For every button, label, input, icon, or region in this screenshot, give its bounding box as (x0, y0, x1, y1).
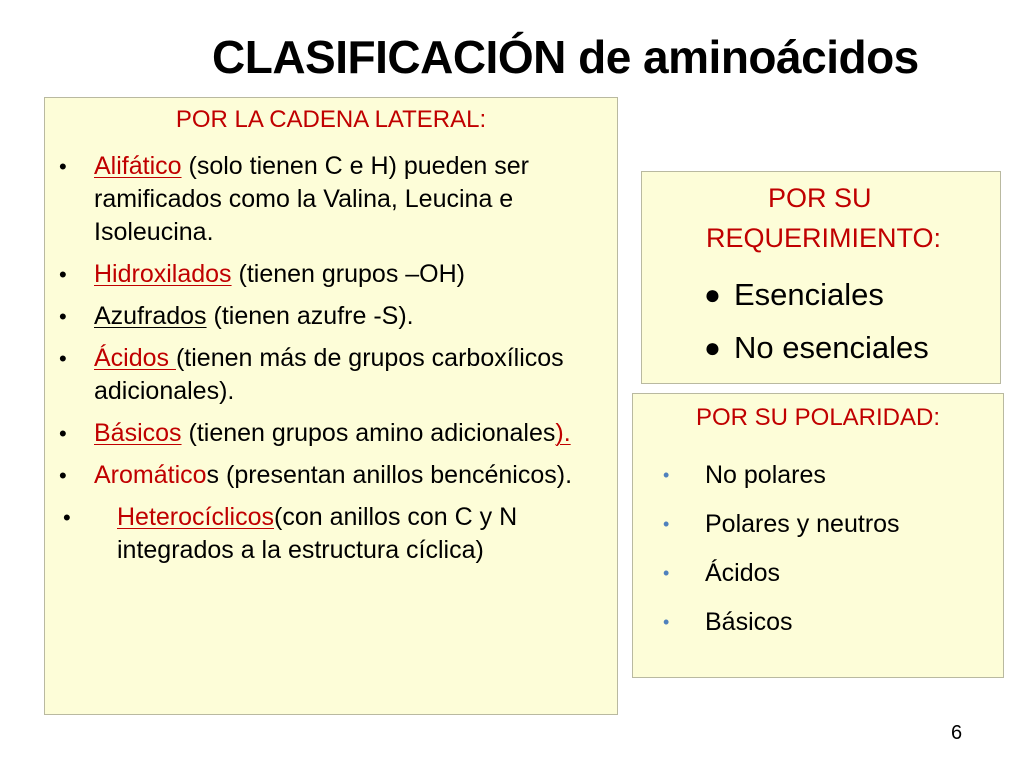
polarity-box (632, 393, 1004, 678)
item-text: No polares (705, 461, 826, 489)
item-term: Ácidos (94, 344, 176, 372)
bullet-icon: • (59, 154, 67, 179)
side-chain-box (44, 97, 618, 715)
item-term: Básicos (94, 419, 182, 447)
bullet-icon: • (59, 463, 67, 488)
list-item (663, 451, 900, 500)
polarity-heading: POR SU POLARIDAD: (695, 404, 941, 431)
slide-title: CLASIFICACIÓN de aminoácidos (212, 31, 919, 83)
item-text: (tienen más de grupos carboxílicos adicionales). (94, 344, 564, 405)
page-number: 6 (951, 722, 963, 744)
bullet-icon: • (59, 421, 67, 446)
requirement-list (702, 268, 929, 374)
polarity-list (663, 451, 900, 647)
requirement-heading-line2: REQUERIMIENTO: (706, 223, 942, 253)
item-text: Polares y neutros (705, 510, 900, 538)
list-item (702, 268, 929, 321)
bullet-icon: • (59, 262, 67, 287)
requirement-heading-line1: POR SU (768, 183, 872, 213)
list-item (45, 459, 617, 492)
bullet-icon: • (663, 465, 670, 485)
list-item (45, 501, 617, 567)
item-term: Heterocíclicos (117, 503, 274, 531)
list-item (45, 258, 617, 291)
item-text: s (presentan anillos bencénicos). (206, 461, 573, 489)
list-item (45, 300, 617, 333)
bullet-icon: • (663, 612, 670, 632)
list-item (663, 500, 900, 549)
bullet-icon: • (59, 304, 67, 329)
bullet-icon: • (63, 505, 71, 530)
list-item (663, 549, 900, 598)
requirement-box (641, 171, 1001, 384)
list-item (702, 321, 929, 374)
list-item (45, 342, 617, 408)
item-text: No esenciales (734, 330, 929, 365)
side-chain-list (45, 150, 617, 576)
item-text: (tienen grupos amino adicionales (181, 419, 556, 447)
item-term: Azufrados (94, 302, 207, 330)
item-text: (solo tienen C e H) pueden ser ramificados como la Valina, Leucina e Isoleucina. (94, 152, 529, 246)
side-chain-heading: POR LA CADENA LATERAL: (175, 106, 487, 133)
item-text: (tienen azufre -S). (206, 302, 414, 330)
bullet-icon: ● (704, 279, 721, 310)
item-term: Aromático (94, 461, 207, 489)
item-tail: ). (555, 419, 571, 447)
item-text: Esenciales (734, 277, 884, 312)
item-text: Básicos (705, 608, 793, 636)
item-text: (con anillos con C y N integrados a la estructura cíclica) (117, 503, 518, 564)
bullet-icon: • (59, 346, 67, 371)
bullet-icon: ● (704, 332, 721, 363)
list-item (663, 598, 900, 647)
bullet-icon: • (663, 514, 670, 534)
bullet-icon: • (663, 563, 670, 583)
requirement-heading (706, 178, 986, 258)
item-text: Ácidos (705, 559, 781, 587)
item-term: Alifático (94, 152, 182, 180)
item-text: (tienen grupos –OH) (231, 260, 466, 288)
item-term: Hidroxilados (94, 260, 232, 288)
list-item (45, 150, 617, 249)
list-item (45, 417, 617, 450)
